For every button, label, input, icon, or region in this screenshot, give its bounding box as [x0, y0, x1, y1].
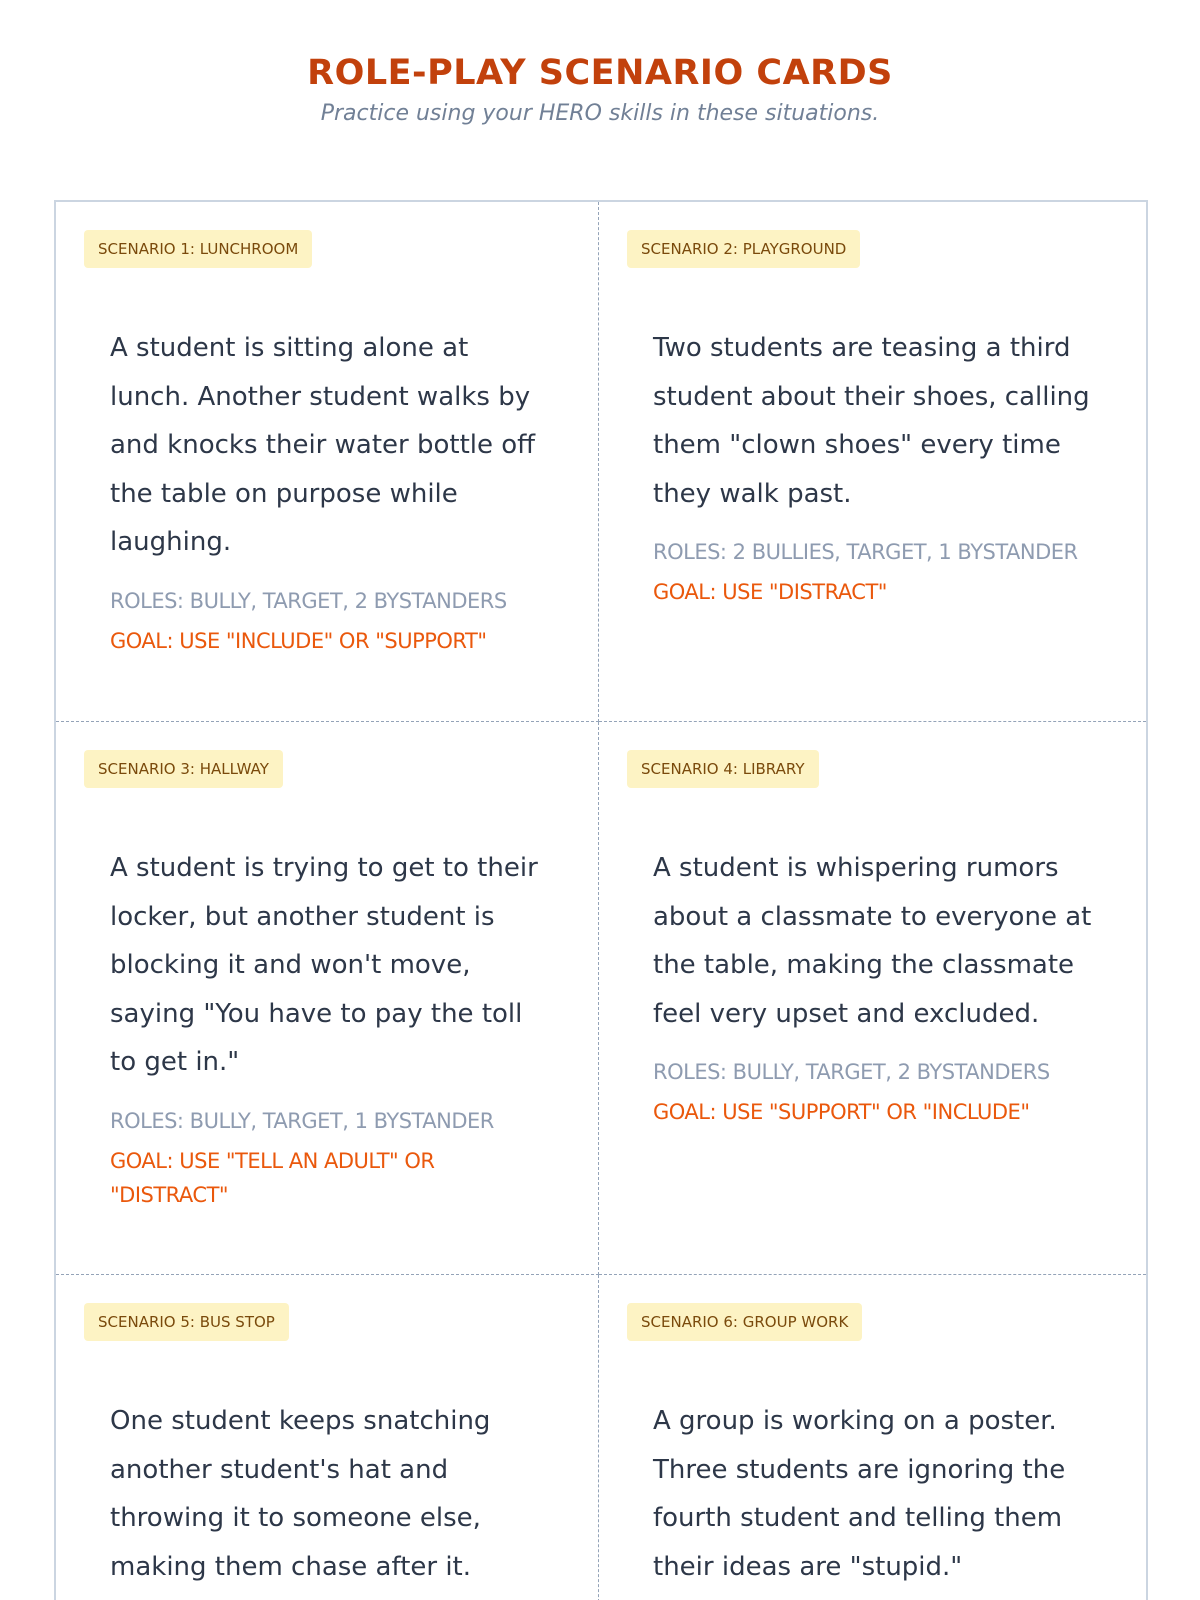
scenario-roles: ROLES: BULLY, TARGET, 2 BYSTANDERS	[653, 1060, 1050, 1084]
scenario-goal: GOAL: USE "SUPPORT" OR "INCLUDE"	[653, 1100, 1030, 1124]
card-body	[110, 324, 570, 658]
scenario-card-6	[599, 1275, 1146, 1600]
scenario-description: A student is whispering rumors about a classmate to everyone at the table, making the classmate feel very upset and excluded.	[653, 853, 1092, 1029]
scenario-card-3	[56, 722, 599, 1275]
scenario-description: A group is working on a poster. Three students are ignoring the fourth student and telling them their ideas are "stupid."	[653, 1406, 1066, 1582]
page-subtitle: Practice using your HERO skills in these situations.	[320, 101, 880, 126]
scenario-badge: SCENARIO 4: LIBRARY	[627, 750, 819, 788]
scenario-cards-grid	[54, 200, 1148, 1600]
scenario-badge: SCENARIO 2: PLAYGROUND	[627, 230, 860, 268]
scenario-roles: ROLES: BULLY, TARGET, 1 BYSTANDER	[110, 1108, 494, 1133]
card-body	[653, 1397, 1113, 1591]
page-title: ROLE-PLAY SCENARIO CARDS	[307, 53, 893, 93]
scenario-badge: SCENARIO 5: BUS STOP	[84, 1303, 289, 1341]
card-body	[110, 844, 570, 1212]
scenario-badge: SCENARIO 6: GROUP WORK	[627, 1303, 862, 1341]
scenario-badge: SCENARIO 3: HALLWAY	[84, 750, 283, 788]
page-header	[0, 52, 1200, 128]
scenario-goal: GOAL: USE "DISTRACT"	[653, 580, 887, 604]
scenario-description: A student is sitting alone at lunch. Another student walks by and knocks their water bottle off the table on purpose while laughing.	[110, 333, 536, 557]
scenario-badge: SCENARIO 1: LUNCHROOM	[84, 230, 312, 268]
scenario-card-5	[56, 1275, 599, 1600]
scenario-description: A student is trying to get to their locker, but another student is blocking it and won't move, saying "You have to pay the toll to get in."	[110, 853, 538, 1077]
scenario-card-4	[599, 722, 1146, 1275]
card-body	[653, 844, 1113, 1129]
scenario-card-2	[599, 202, 1146, 722]
scenario-goal: GOAL: USE "INCLUDE" OR "SUPPORT"	[110, 628, 487, 653]
scenario-goal: GOAL: USE "TELL AN ADULT" OR "DISTRACT"	[110, 1148, 435, 1207]
scenario-roles: ROLES: BULLY, TARGET, 2 BYSTANDERS	[110, 588, 507, 613]
scenario-card-1	[56, 202, 599, 722]
scenario-description: Two students are teasing a third student about their shoes, calling them "clown shoes" every time they walk past.	[653, 333, 1090, 509]
card-body	[110, 1397, 570, 1591]
scenario-roles: ROLES: 2 BULLIES, TARGET, 1 BYSTANDER	[653, 540, 1078, 564]
card-body	[653, 324, 1113, 609]
scenario-description: One student keeps snatching another student's hat and throwing it to someone else, making them chase after it.	[110, 1406, 491, 1582]
